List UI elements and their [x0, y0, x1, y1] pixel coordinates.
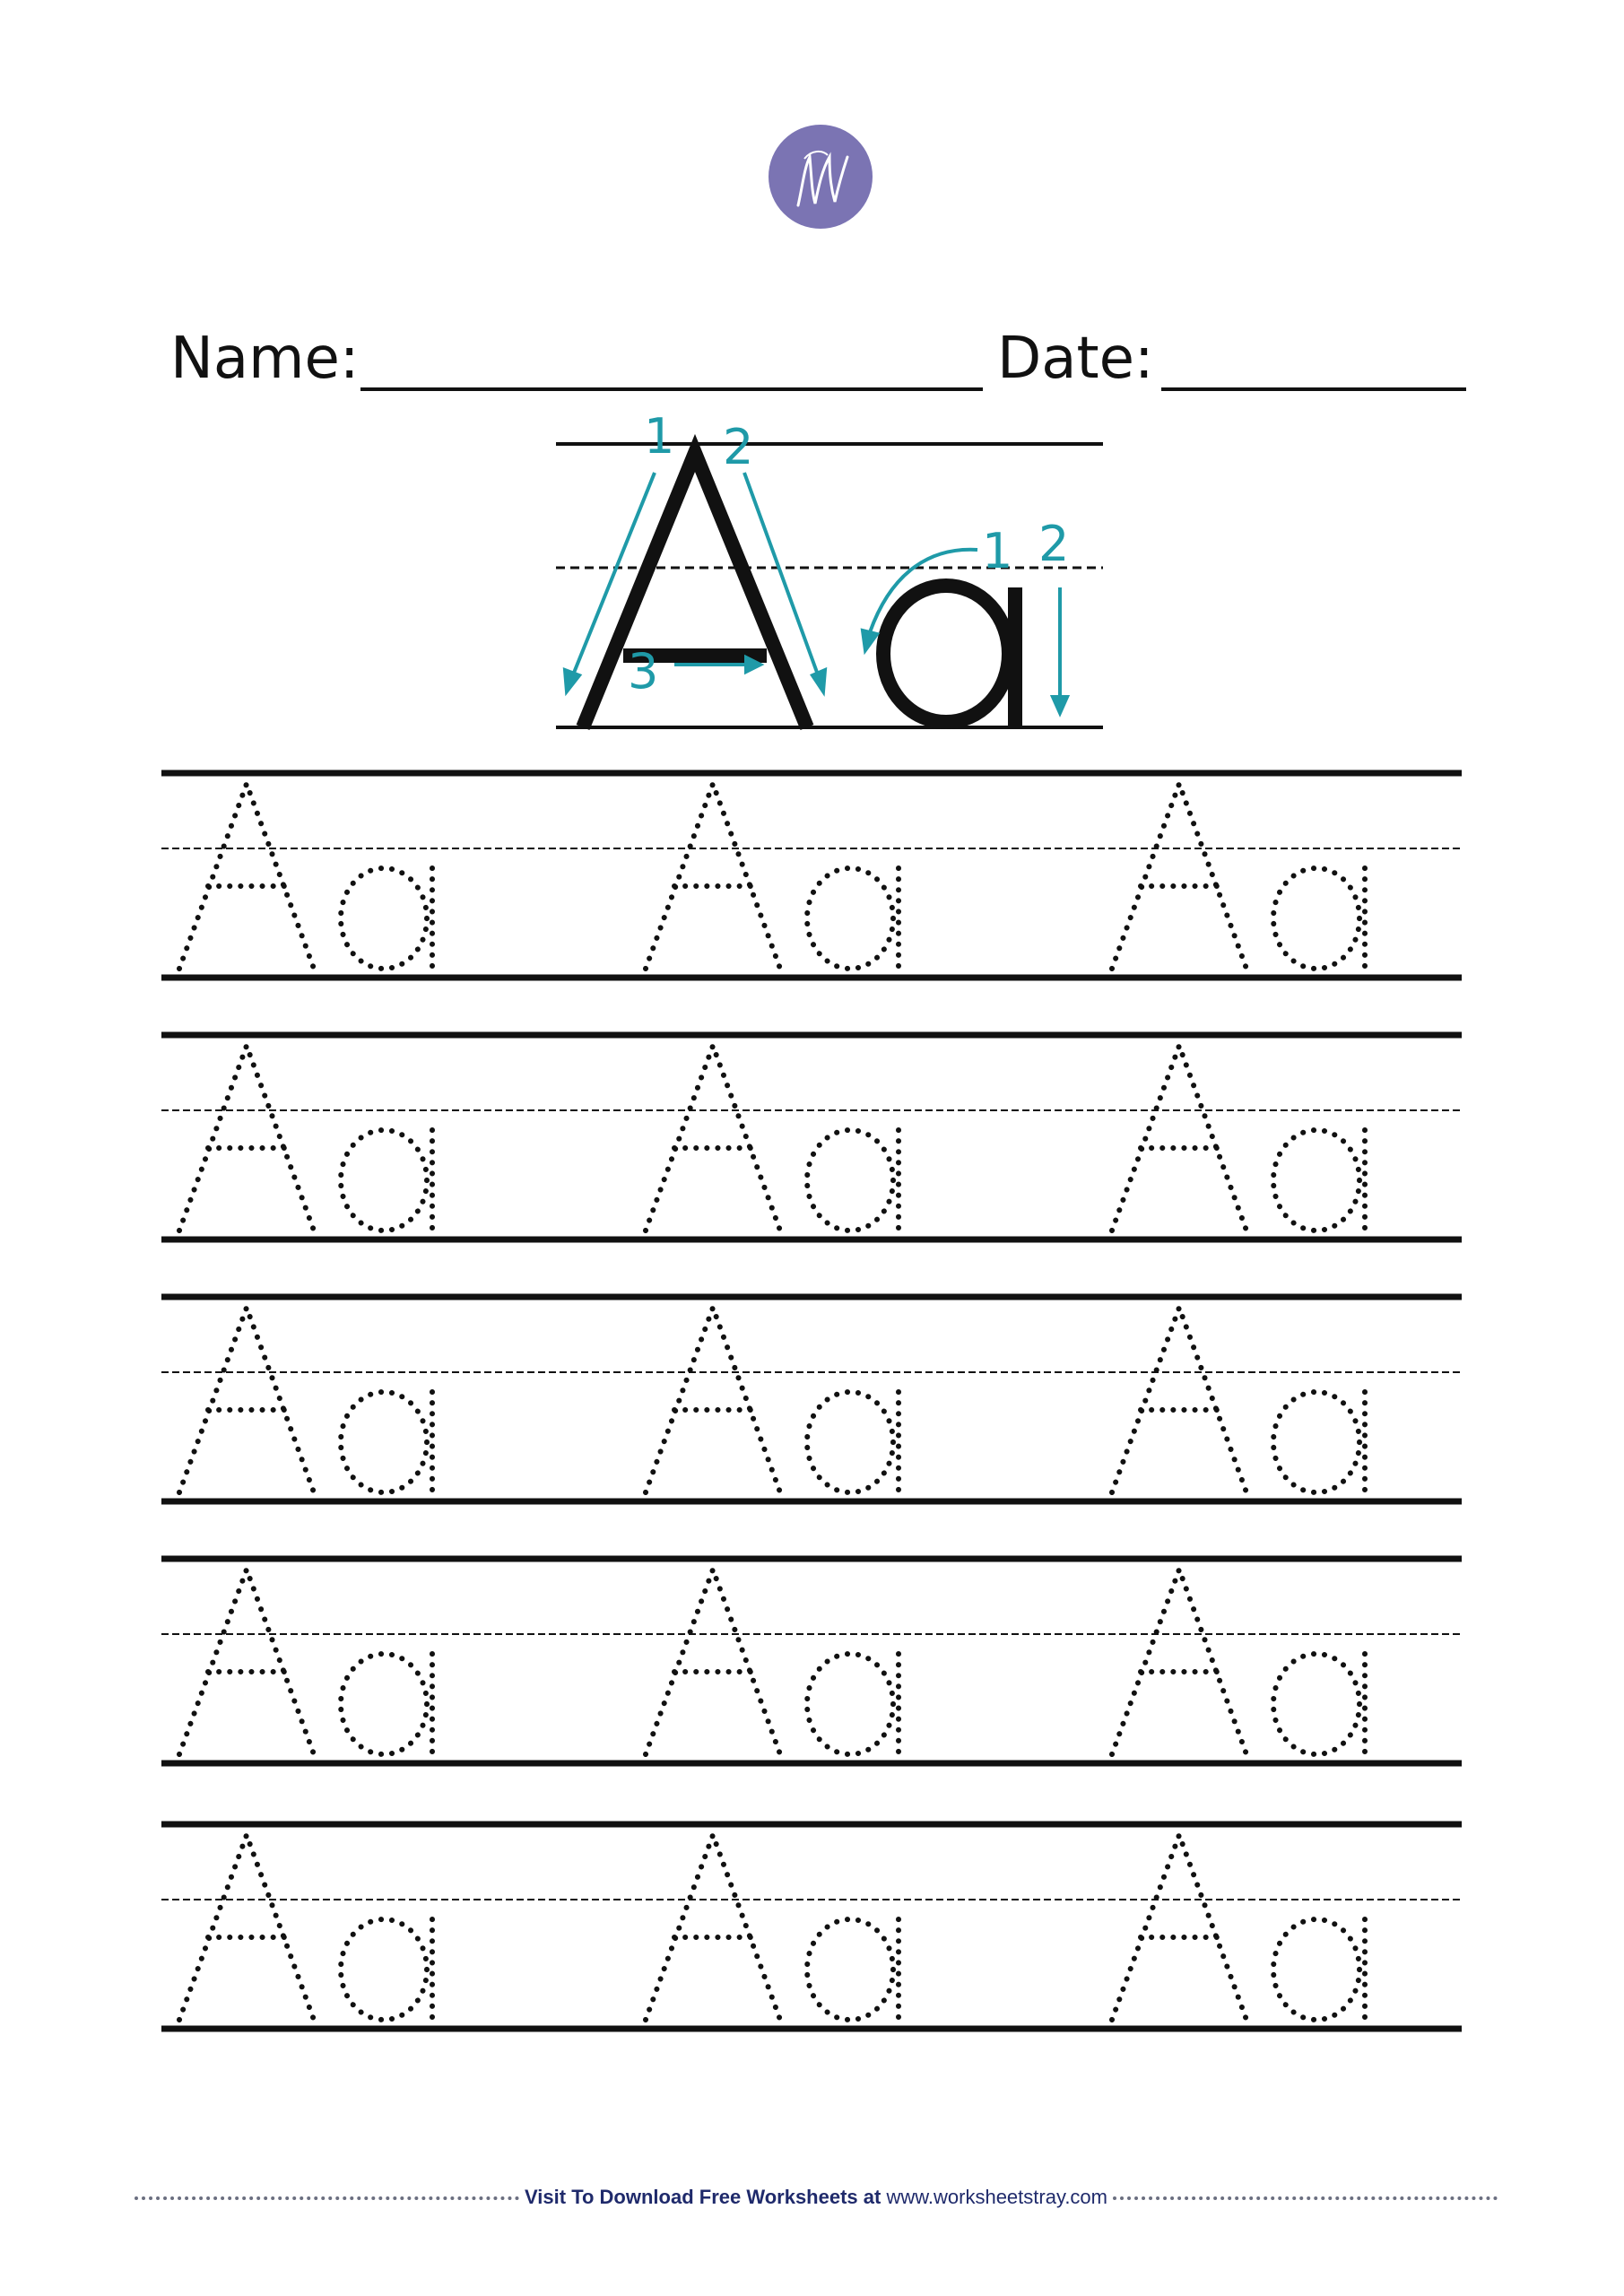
stroke-number: 2 [1038, 516, 1070, 572]
footer-text[interactable] [519, 2186, 1113, 2209]
date-label: Date: [997, 326, 1154, 392]
tracing-letter-pair [179, 1570, 432, 1754]
practice-row[interactable] [161, 770, 1462, 985]
tracing-letter-pair [179, 784, 432, 969]
footer-dotted-rule [135, 2196, 519, 2200]
tracing-letter-pair [1112, 1308, 1365, 1492]
logo [758, 123, 883, 230]
tracing-letter-pair [646, 1308, 899, 1492]
tracing-letter-pair [179, 1835, 432, 2020]
practice-row[interactable] [161, 1293, 1462, 1509]
tracing-letter-pair [646, 1570, 899, 1754]
tracing-letter-pair [1112, 784, 1365, 969]
guide-uppercase-letter [583, 453, 807, 727]
tracing-letter-pair [1112, 1570, 1365, 1754]
footer-promo-text: Visit To Download Free Worksheets at [525, 2186, 881, 2208]
tracing-letter-pair [179, 1046, 432, 1231]
tracing-letter-pair [646, 1835, 899, 2020]
stroke-order-guide [538, 408, 1121, 749]
practice-row[interactable] [161, 1555, 1462, 1770]
tracing-letter-pair [646, 1046, 899, 1231]
tracing-letter-pair [1112, 1046, 1365, 1231]
footer-dotted-rule [1113, 2196, 1498, 2200]
footer [135, 2179, 1498, 2215]
stroke-number: 1 [982, 523, 1013, 579]
name-field[interactable] [360, 387, 983, 391]
stroke-number: 1 [644, 408, 675, 465]
name-label: Name: [170, 326, 360, 392]
practice-row[interactable] [161, 1821, 1462, 2036]
practice-row[interactable] [161, 1031, 1462, 1247]
date-field[interactable] [1161, 387, 1466, 391]
stroke-number: 2 [723, 419, 754, 475]
stroke-number: 3 [628, 643, 659, 700]
tracing-letter-pair [646, 784, 899, 969]
footer-url-link[interactable]: www.worksheetstray.com [886, 2186, 1107, 2208]
tracing-letter-pair [179, 1308, 432, 1492]
guide-lowercase-letter [883, 586, 1015, 727]
tracing-letter-pair [1112, 1835, 1365, 2020]
